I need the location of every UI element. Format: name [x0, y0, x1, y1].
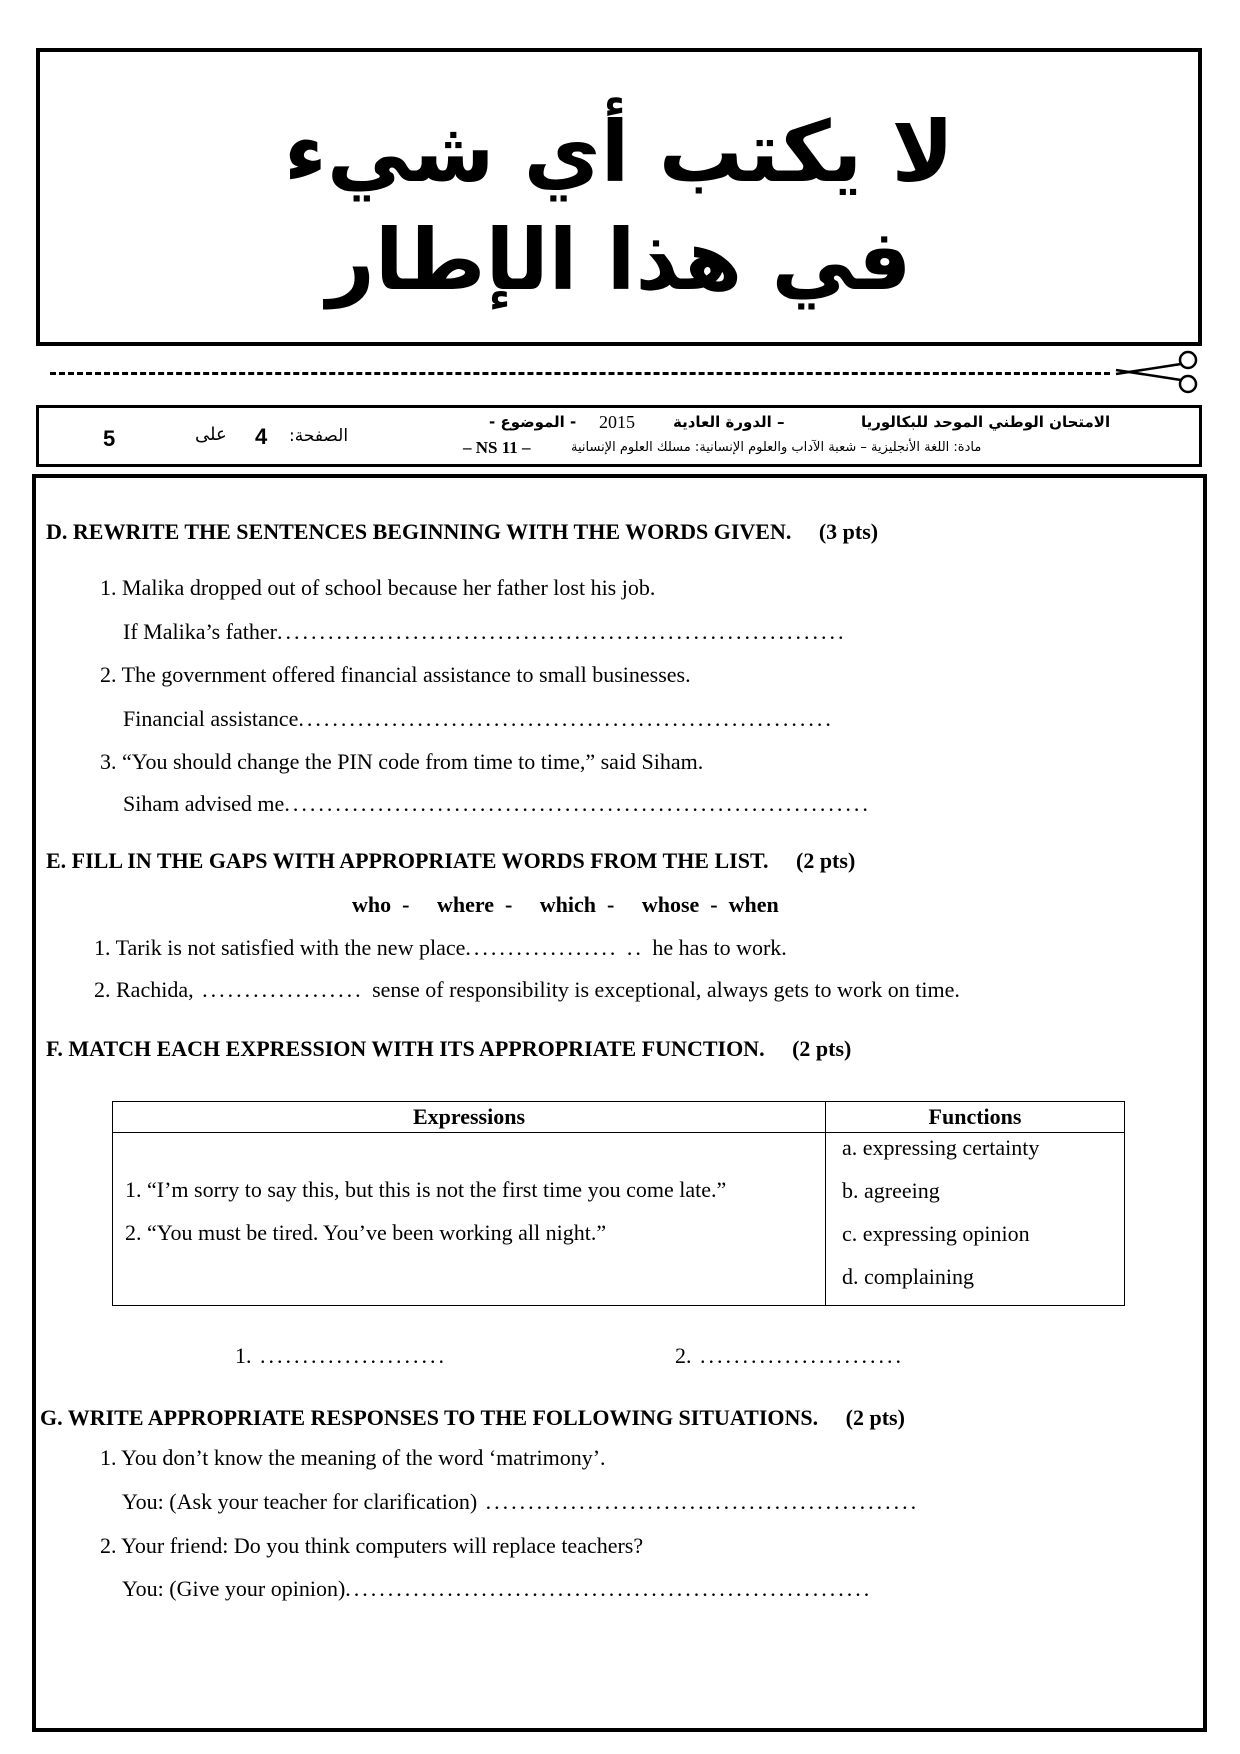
expression-2: 2. “You must be tired. You’ve been working all night.” [125, 1220, 607, 1245]
exam-code: – NS 11 – [463, 438, 531, 457]
d-answer-line-2[interactable]: Financial assistance............................................................... [123, 706, 834, 731]
d-sentence-2: 2. The government offered financial assistance to small businesses. [100, 662, 691, 687]
banner-line-1: لا يكتب أي شيء [283, 103, 955, 201]
section-e-points: (2 pts) [796, 848, 856, 873]
banner-line-2: في هذا الإطار [326, 211, 912, 309]
section-f-heading: F. MATCH EACH EXPRESSION WITH ITS APPROPRIATE FUNCTION. (2 pts) [46, 1036, 852, 1061]
subject-label: - الموضوع - [489, 413, 577, 431]
page-total: 5 [103, 426, 116, 451]
functions-cell [826, 1133, 1125, 1306]
page-number: 4 [255, 424, 268, 449]
d-sentence-1: 1. Malika dropped out of school because her father lost his job. [100, 575, 656, 600]
function-b: b. agreeing [842, 1178, 940, 1203]
section-g-points: (2 pts) [845, 1405, 905, 1430]
function-c: c. expressing opinion [842, 1221, 1030, 1246]
match-table [112, 1101, 1125, 1306]
section-d-points: (3 pts) [818, 519, 879, 544]
function-a: a. expressing certainty [842, 1135, 1040, 1160]
page-label: الصفحة: [289, 426, 349, 446]
cut-line [50, 372, 1110, 375]
section-g-heading: G. WRITE APPROPRIATE RESPONSES TO THE FOLLOWING SITUATIONS. (2 pts) [40, 1405, 905, 1430]
g-answer-line-2[interactable]: You: (Give your opinion).............................................................. [122, 1576, 873, 1601]
exam-session: – الدورة العادية [673, 413, 785, 431]
e-word-list: who - where - which - whose - when [352, 892, 779, 917]
expression-1: 1. “I’m sorry to say this, but this is not the first time you come late.” [125, 1177, 727, 1202]
d-answer-line-3[interactable]: Siham advised me..................................................................... [123, 791, 871, 816]
f-answer-2[interactable]: 2. ........................ [675, 1343, 904, 1368]
expressions-cell [113, 1133, 826, 1306]
function-d: d. complaining [842, 1264, 974, 1289]
scissors-icon [1112, 350, 1202, 394]
exam-header [36, 405, 1202, 467]
subject-line: مادة: اللغة الأنجليزية – شعبة الآداب والعلوم الإنسانية: مسلك العلوم الإنسانية [571, 440, 982, 455]
g-situation-1: 1. You don’t know the meaning of the word ‘matrimony’. [100, 1445, 606, 1470]
e-item-2[interactable]: 2. Rachida, ................... sense of responsibility is exceptional, always gets to work on time. [94, 977, 960, 1002]
f-answer-1[interactable]: 1. ...................... [235, 1343, 447, 1368]
section-d-heading: D. REWRITE THE SENTENCES BEGINNING WITH THE WORDS GIVEN. (3 pts) [46, 519, 879, 544]
no-write-banner [36, 48, 1202, 346]
col-expressions: Expressions [113, 1102, 826, 1133]
of-label: على [195, 424, 227, 445]
col-functions: Functions [826, 1102, 1125, 1133]
d-sentence-3: 3. “You should change the PIN code from time to time,” said Siham. [100, 749, 704, 774]
g-answer-line-1[interactable]: You: (Ask your teacher for clarification) ................................................... [122, 1489, 920, 1514]
d-answer-line-1[interactable]: If Malika’s father................................................................... [123, 619, 847, 644]
section-e-heading: E. FILL IN THE GAPS WITH APPROPRIATE WORDS FROM THE LIST. (2 pts) [46, 848, 856, 873]
exam-title: الامتحان الوطني الموحد للبكالوريا [861, 413, 1111, 431]
e-item-1[interactable]: 1. Tarik is not satisfied with the new place.................. .. he has to work. [94, 935, 787, 960]
exam-year: 2015 [599, 412, 635, 432]
section-f-points: (2 pts) [792, 1036, 852, 1061]
g-situation-2: 2. Your friend: Do you think computers will replace teachers? [100, 1533, 644, 1558]
